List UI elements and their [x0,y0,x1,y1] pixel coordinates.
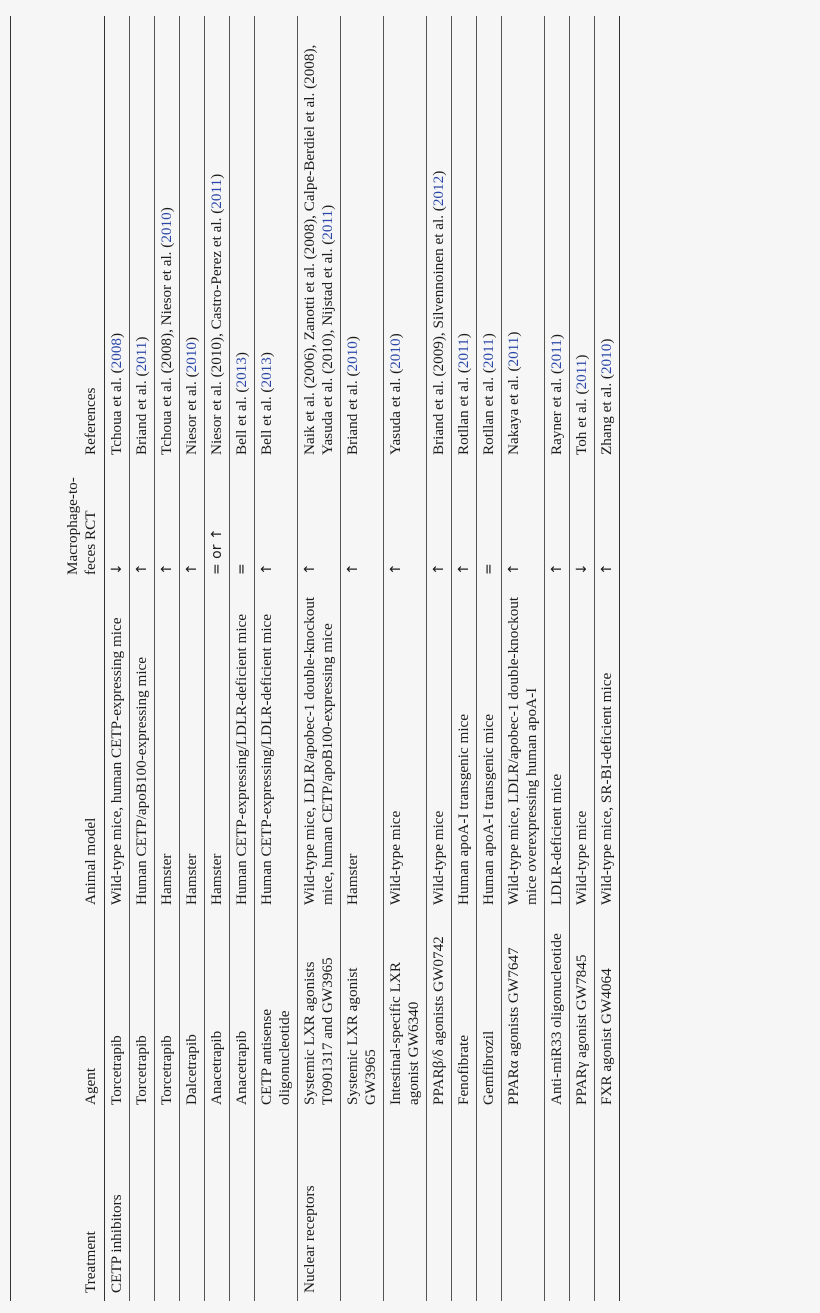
rct-cell: ↑ [502,463,545,583]
animal-model-cell: Wild-type mice, human CETP-expressing mice [105,583,130,913]
agent-cell: Gemfibrozil [477,913,502,1113]
references-cell [427,16,452,463]
reference-year-link[interactable]: 2013 [233,357,250,388]
references-cell [477,16,502,463]
reference-closing-paren: ) [573,354,590,360]
references-cell [105,16,130,463]
reference-year-link[interactable]: 2011 [548,339,565,369]
agent-cell: Torcetrapib [130,913,155,1113]
table-row [502,16,545,1301]
animal-model-cell: Human apoA-I transgenic mice [452,583,477,913]
agent-cell: FXR agonist GW4064 [595,913,620,1113]
agent-cell: Anti-miR33 oligonucleotide [545,913,570,1113]
treatment-cell [477,1113,502,1301]
animal-model-cell: Hamster [341,583,384,913]
rct-cell: ↑ [427,463,452,583]
reference-closing-paren: ) [183,336,200,342]
reference-text: Yasuda et al. ( [387,368,404,455]
reference-closing-paren: ) [208,173,225,179]
animal-model-cell: Hamster [155,583,180,913]
header-rct: Macrophage-to-feces RCT [11,463,105,583]
references-cell [545,16,570,463]
reference-closing-paren: ) [598,338,615,344]
table-header-row [11,16,105,1301]
rct-cell: ↑ [341,463,384,583]
animal-model-cell: Human CETP/apoB100-expressing mice [130,583,155,913]
reference-text: Niesor et al. (2010), Castro-Perez et al. ( [208,208,225,455]
reference-year-link[interactable]: 2011 [505,336,522,367]
agent-cell: PPARα agonists GW7647 [502,913,545,1113]
table-row [452,16,477,1301]
agent-cell: Intestinal-specific LXR agonist GW6340 [384,913,427,1113]
reference-year-link[interactable]: 2010 [158,212,175,243]
reference-closing-paren: ) [108,332,125,338]
references-cell [452,16,477,463]
agent-cell: Anacetrapib [230,913,255,1113]
rct-cell: ↓ [105,463,130,583]
references-cell [230,16,255,463]
references-cell [570,16,595,463]
animal-model-cell: Wild-type mice, LDLR/apobec-1 double-knockout mice overexpressing human apoA-I [502,583,545,913]
treatment-cell [545,1113,570,1301]
reference-year-link[interactable]: 2011 [480,338,497,369]
treatment-cell [180,1113,205,1301]
references-cell [155,16,180,463]
animal-model-cell: Hamster [180,583,205,913]
reference-closing-paren: ) [455,333,472,339]
table-row [180,16,205,1301]
treatment-cell [384,1113,427,1301]
table-row [105,16,130,1301]
reference-text: Tchoua et al. (2008), Niesor et al. ( [158,242,175,455]
rct-cell: ↓ [570,463,595,583]
animal-model-cell: Wild-type mice, LDLR/apobec-1 double-knockout mice, human CETP/apoB100-expressing mice [298,583,341,913]
table-row [205,16,230,1301]
references-cell [341,16,384,463]
animal-model-cell: LDLR-deficient mice [545,583,570,913]
reference-text: Briand et al. ( [133,371,150,455]
table-row [570,16,595,1301]
reference-year-link[interactable]: 2011 [455,338,472,369]
reference-closing-paren: ) [548,334,565,340]
animal-model-cell: Hamster [205,583,230,913]
reference-closing-paren: ) [233,352,250,358]
reference-year-link[interactable]: 2010 [598,343,615,375]
animal-model-cell: Human apoA-I transgenic mice [477,583,502,913]
references-cell [130,16,155,463]
animal-model-cell: Wild-type mice [427,583,452,913]
header-agent: Agent [11,913,105,1113]
rct-cell: = [230,463,255,583]
animal-model-cell: Wild-type mice [384,583,427,913]
reference-closing-paren: ) [387,333,404,339]
rct-cell: ↑ [180,463,205,583]
treatment-cell: Nuclear receptors [298,1113,341,1301]
reference-text: Naik et al. (2006), Zanotti et al. (2008), Calpe-Berdiel et al. (2008), Yasuda et al. (2010), Nijstad et al. ( [301,44,336,455]
rct-cell: = [477,463,502,583]
reference-year-link[interactable]: 2011 [319,209,336,240]
header-references: References [11,16,105,463]
agent-cell: PPARγ agonist GW7845 [570,913,595,1113]
treatment-cell [502,1113,545,1301]
treatment-cell: CETP inhibitors [105,1113,130,1301]
treatment-cell [595,1113,620,1301]
agent-cell: Anacetrapib [205,913,230,1113]
reference-closing-paren: ) [258,352,275,358]
agent-cell: Systemic LXR agonists T0901317 and GW3965 [298,913,341,1113]
references-cell [298,16,341,463]
treatment-cell [427,1113,452,1301]
treatment-cell [155,1113,180,1301]
references-cell [255,16,298,463]
reference-text: Nakaya et al. ( [505,366,522,455]
rct-treatment-table [10,16,620,1301]
header-treatment: Treatment [11,1113,105,1301]
reference-year-link[interactable]: 2010 [344,341,361,372]
reference-text: Bell et al. ( [233,387,250,455]
rct-cell: ↑ [384,463,427,583]
reference-text: Tchoua et al. ( [108,368,125,455]
table-row [427,16,452,1301]
animal-model-cell: Wild-type mice, SR-BI-deficient mice [595,583,620,913]
reference-closing-paren: ) [319,204,336,210]
reference-closing-paren: ) [480,333,497,339]
table-row [595,16,620,1301]
table-row [230,16,255,1301]
references-cell [384,16,427,463]
rct-cell: ↑ [298,463,341,583]
treatment-cell [341,1113,384,1301]
treatment-cell [205,1113,230,1301]
reference-text: Zhang et al. ( [598,374,615,455]
reference-text: Briand et al. ( [344,371,361,455]
reference-text: Toh et al. ( [573,389,590,455]
animal-model-cell: Wild-type mice [570,583,595,913]
treatment-cell [570,1113,595,1301]
rct-cell: ↑ [595,463,620,583]
reference-closing-paren: ) [430,170,447,176]
table-row [298,16,341,1301]
rct-cell: = or ↑ [205,463,230,583]
reference-text: Rayner et al. ( [548,368,565,455]
reference-closing-paren: ) [133,336,150,342]
rct-cell: ↑ [452,463,477,583]
reference-text: Niesor et al. ( [183,372,200,455]
reference-year-link[interactable]: 2010 [183,341,200,373]
reference-year-link[interactable]: 2011 [133,341,150,372]
reference-closing-paren: ) [505,331,522,337]
rct-cell: ↑ [545,463,570,583]
reference-year-link[interactable]: 2010 [387,338,404,369]
rct-cell: ↑ [130,463,155,583]
reference-closing-paren: ) [158,207,175,213]
animal-model-cell: Human CETP-expressing/LDLR-deficient mice [230,583,255,913]
agent-cell: Dalcetrapib [180,913,205,1113]
reference-year-link[interactable]: 2011 [573,359,590,390]
references-cell [595,16,620,463]
table-row [477,16,502,1301]
reference-text: Briand et al. (2009), Silvennoinen et al. ( [430,206,447,455]
treatment-cell [230,1113,255,1301]
table-row [545,16,570,1301]
reference-text: Bell et al. ( [258,387,275,455]
reference-text: Rotllan et al. ( [480,368,497,455]
agent-cell: Torcetrapib [155,913,180,1113]
table-row [384,16,427,1301]
table-row [255,16,298,1301]
agent-cell: Systemic LXR agonist GW3965 [341,913,384,1113]
reference-year-link[interactable]: 2012 [430,175,447,207]
references-cell [205,16,230,463]
agent-cell: PPARβ/δ agonists GW0742 [427,913,452,1113]
reference-year-link[interactable]: 2011 [208,178,225,209]
table-row [155,16,180,1301]
reference-year-link[interactable]: 2008 [108,337,125,369]
table-row [130,16,155,1301]
reference-closing-paren: ) [344,336,361,342]
agent-cell: Torcetrapib [105,913,130,1113]
treatment-cell [452,1113,477,1301]
rct-cell: ↑ [255,463,298,583]
header-animal-model: Animal model [11,583,105,913]
reference-year-link[interactable]: 2013 [258,357,275,388]
treatment-cell [255,1113,298,1301]
agent-cell: CETP antisense oligonucleotide [255,913,298,1113]
rct-cell: ↑ [155,463,180,583]
treatment-cell [130,1113,155,1301]
animal-model-cell: Human CETP-expressing/LDLR-deficient mice [255,583,298,913]
agent-cell: Fenofibrate [452,913,477,1113]
references-cell [502,16,545,463]
table-row [341,16,384,1301]
reference-text: Rotllan et al. ( [455,368,472,455]
references-cell [180,16,205,463]
